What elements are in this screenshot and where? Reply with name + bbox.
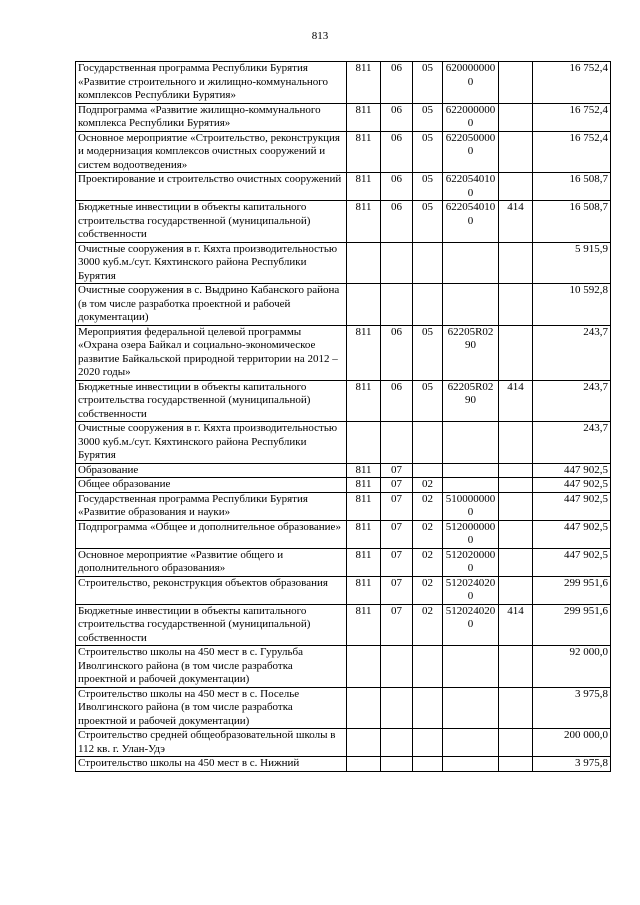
- cell-target-article: [443, 284, 499, 326]
- cell-ministry-code: [347, 757, 381, 772]
- cell-expense-type: [499, 103, 533, 131]
- cell-expense-type: [499, 646, 533, 688]
- cell-amount: 299 951,6: [533, 604, 611, 646]
- cell-target-article: 6220500000: [443, 131, 499, 173]
- cell-ministry-code: [347, 646, 381, 688]
- cell-amount: 92 000,0: [533, 646, 611, 688]
- cell-expense-type: 414: [499, 604, 533, 646]
- cell-expense-type: [499, 576, 533, 604]
- cell-subsection: 05: [413, 325, 443, 380]
- cell-section: 06: [381, 131, 413, 173]
- cell-target-article: 6220540100: [443, 173, 499, 201]
- cell-amount: 243,7: [533, 422, 611, 464]
- cell-section: [381, 242, 413, 284]
- cell-subsection: [413, 646, 443, 688]
- table-row: [76, 284, 611, 326]
- cell-ministry-code: 811: [347, 463, 381, 478]
- cell-subsection: 02: [413, 576, 443, 604]
- cell-target-article: 5120200000: [443, 548, 499, 576]
- cell-ministry-code: [347, 422, 381, 464]
- cell-amount: 299 951,6: [533, 576, 611, 604]
- cell-expense-type: [499, 729, 533, 757]
- table-row: [76, 687, 611, 729]
- cell-subsection: 05: [413, 62, 443, 104]
- cell-name: Строительство школы на 450 мест в с. Поселье Иволгинского района (в том числе разработка проектной и рабочей документации): [76, 687, 347, 729]
- table-body: [76, 62, 611, 772]
- cell-expense-type: 414: [499, 380, 533, 422]
- cell-ministry-code: 811: [347, 520, 381, 548]
- cell-amount: 16 752,4: [533, 103, 611, 131]
- cell-name: Строительство средней общеобразовательной школы в 112 кв. г. Улан-Удэ: [76, 729, 347, 757]
- cell-expense-type: [499, 520, 533, 548]
- cell-section: [381, 729, 413, 757]
- cell-amount: 16 752,4: [533, 62, 611, 104]
- cell-amount: 16 752,4: [533, 131, 611, 173]
- cell-target-article: 62205R0290: [443, 380, 499, 422]
- table-row: [76, 757, 611, 772]
- cell-name: Бюджетные инвестиции в объекты капитального строительства государственной (муниципальной) собственности: [76, 380, 347, 422]
- cell-expense-type: [499, 131, 533, 173]
- cell-ministry-code: 811: [347, 604, 381, 646]
- cell-section: 07: [381, 463, 413, 478]
- cell-name: Строительство школы на 450 мест в с. Гурульба Иволгинского района (в том числе разработка проектной и рабочей документации): [76, 646, 347, 688]
- cell-name: Образование: [76, 463, 347, 478]
- cell-expense-type: [499, 242, 533, 284]
- cell-section: 06: [381, 173, 413, 201]
- table-row: [76, 478, 611, 493]
- cell-ministry-code: 811: [347, 103, 381, 131]
- cell-amount: 447 902,5: [533, 492, 611, 520]
- cell-section: 06: [381, 325, 413, 380]
- cell-amount: 447 902,5: [533, 520, 611, 548]
- table-row: [76, 576, 611, 604]
- page-number: 813: [311, 30, 329, 42]
- cell-target-article: [443, 729, 499, 757]
- cell-subsection: 05: [413, 131, 443, 173]
- cell-expense-type: [499, 325, 533, 380]
- cell-expense-type: [499, 492, 533, 520]
- cell-name: Основное мероприятие «Строительство, реконструкция и модернизация комплексов очистных сооружений и систем водоотведения»: [76, 131, 347, 173]
- table-row: [76, 520, 611, 548]
- cell-name: Основное мероприятие «Развитие общего и дополнительного образования»: [76, 548, 347, 576]
- cell-section: [381, 757, 413, 772]
- cell-name: Очистные сооружения в г. Кяхта производительностью 3000 куб.м./сут. Кяхтинского района Республики Бурятия: [76, 242, 347, 284]
- cell-name: Государственная программа Республики Бурятия «Развитие образования и науки»: [76, 492, 347, 520]
- table-row: [76, 131, 611, 173]
- cell-subsection: 02: [413, 548, 443, 576]
- cell-amount: 200 000,0: [533, 729, 611, 757]
- cell-subsection: [413, 242, 443, 284]
- table-row: [76, 242, 611, 284]
- cell-name: Государственная программа Республики Бурятия «Развитие строительного и жилищно-коммунального комплексов Республики Бурятия»: [76, 62, 347, 104]
- cell-expense-type: [499, 284, 533, 326]
- cell-section: 06: [381, 62, 413, 104]
- cell-name: Строительство, реконструкция объектов образования: [76, 576, 347, 604]
- cell-subsection: [413, 757, 443, 772]
- cell-name: Мероприятия федеральной целевой программы «Охрана озера Байкал и социально-экономическое развитие Байкальской природной территории на 2012 – 2020 годы»: [76, 325, 347, 380]
- table-row: [76, 173, 611, 201]
- cell-ministry-code: 811: [347, 576, 381, 604]
- cell-target-article: 5100000000: [443, 492, 499, 520]
- cell-name: Очистные сооружения в г. Кяхта производительностью 3000 куб.м./сут. Кяхтинского района Республики Бурятия: [76, 422, 347, 464]
- cell-expense-type: [499, 687, 533, 729]
- cell-target-article: 6220540100: [443, 201, 499, 243]
- cell-ministry-code: [347, 687, 381, 729]
- cell-name: Проектирование и строительство очистных сооружений: [76, 173, 347, 201]
- cell-amount: 3 975,8: [533, 687, 611, 729]
- cell-expense-type: [499, 478, 533, 493]
- cell-target-article: [443, 242, 499, 284]
- cell-subsection: [413, 422, 443, 464]
- cell-amount: 243,7: [533, 325, 611, 380]
- cell-amount: 16 508,7: [533, 173, 611, 201]
- cell-section: 07: [381, 478, 413, 493]
- cell-target-article: [443, 463, 499, 478]
- cell-target-article: 5120240200: [443, 604, 499, 646]
- cell-ministry-code: 811: [347, 325, 381, 380]
- cell-section: 07: [381, 548, 413, 576]
- cell-expense-type: [499, 173, 533, 201]
- cell-ministry-code: [347, 284, 381, 326]
- cell-expense-type: [499, 757, 533, 772]
- cell-amount: 16 508,7: [533, 201, 611, 243]
- cell-ministry-code: 811: [347, 131, 381, 173]
- table-row: [76, 729, 611, 757]
- cell-target-article: [443, 422, 499, 464]
- cell-ministry-code: 811: [347, 492, 381, 520]
- cell-name: Бюджетные инвестиции в объекты капитального строительства государственной (муниципальной) собственности: [76, 604, 347, 646]
- table-row: [76, 62, 611, 104]
- cell-name: Подпрограмма «Развитие жилищно-коммунального комплекса Республики Бурятия»: [76, 103, 347, 131]
- cell-subsection: 02: [413, 520, 443, 548]
- cell-target-article: 62205R0290: [443, 325, 499, 380]
- cell-target-article: 6220000000: [443, 103, 499, 131]
- cell-amount: 3 975,8: [533, 757, 611, 772]
- cell-subsection: [413, 729, 443, 757]
- cell-target-article: 5120000000: [443, 520, 499, 548]
- cell-subsection: [413, 284, 443, 326]
- table-row: [76, 201, 611, 243]
- cell-amount: 10 592,8: [533, 284, 611, 326]
- cell-expense-type: [499, 422, 533, 464]
- cell-name: Строительство школы на 450 мест в с. Нижний: [76, 757, 347, 772]
- cell-subsection: 02: [413, 604, 443, 646]
- cell-name: Бюджетные инвестиции в объекты капитального строительства государственной (муниципальной) собственности: [76, 201, 347, 243]
- cell-subsection: 05: [413, 173, 443, 201]
- cell-section: 06: [381, 103, 413, 131]
- cell-amount: 243,7: [533, 380, 611, 422]
- cell-amount: 5 915,9: [533, 242, 611, 284]
- cell-amount: 447 902,5: [533, 548, 611, 576]
- table-row: [76, 604, 611, 646]
- cell-expense-type: [499, 62, 533, 104]
- cell-amount: 447 902,5: [533, 463, 611, 478]
- table-row: [76, 548, 611, 576]
- cell-section: [381, 646, 413, 688]
- table-row: [76, 422, 611, 464]
- cell-amount: 447 902,5: [533, 478, 611, 493]
- table-row: [76, 463, 611, 478]
- cell-expense-type: [499, 548, 533, 576]
- budget-table: [75, 61, 611, 772]
- cell-ministry-code: 811: [347, 478, 381, 493]
- table-row: [76, 325, 611, 380]
- cell-ministry-code: [347, 242, 381, 284]
- cell-section: 07: [381, 604, 413, 646]
- cell-ministry-code: [347, 729, 381, 757]
- cell-target-article: [443, 478, 499, 493]
- cell-target-article: 5120240200: [443, 576, 499, 604]
- cell-target-article: [443, 646, 499, 688]
- cell-section: 07: [381, 576, 413, 604]
- cell-target-article: [443, 757, 499, 772]
- cell-subsection: 05: [413, 201, 443, 243]
- table-row: [76, 646, 611, 688]
- table-row: [76, 492, 611, 520]
- cell-section: 07: [381, 520, 413, 548]
- table-row: [76, 103, 611, 131]
- cell-section: 06: [381, 201, 413, 243]
- cell-section: 07: [381, 492, 413, 520]
- cell-ministry-code: 811: [347, 380, 381, 422]
- cell-subsection: 02: [413, 492, 443, 520]
- table-row: [76, 380, 611, 422]
- cell-section: [381, 284, 413, 326]
- cell-subsection: [413, 687, 443, 729]
- cell-ministry-code: 811: [347, 548, 381, 576]
- cell-ministry-code: 811: [347, 201, 381, 243]
- cell-name: Подпрограмма «Общее и дополнительное образование»: [76, 520, 347, 548]
- cell-target-article: [443, 687, 499, 729]
- cell-expense-type: 414: [499, 201, 533, 243]
- cell-name: Общее образование: [76, 478, 347, 493]
- cell-section: [381, 422, 413, 464]
- cell-expense-type: [499, 463, 533, 478]
- cell-target-article: 6200000000: [443, 62, 499, 104]
- cell-name: Очистные сооружения в с. Выдрино Кабанского района (в том числе разработка проектной и рабочей документации): [76, 284, 347, 326]
- cell-ministry-code: 811: [347, 62, 381, 104]
- cell-section: 06: [381, 380, 413, 422]
- cell-subsection: [413, 463, 443, 478]
- cell-section: [381, 687, 413, 729]
- cell-subsection: 05: [413, 380, 443, 422]
- cell-subsection: 05: [413, 103, 443, 131]
- cell-subsection: 02: [413, 478, 443, 493]
- cell-ministry-code: 811: [347, 173, 381, 201]
